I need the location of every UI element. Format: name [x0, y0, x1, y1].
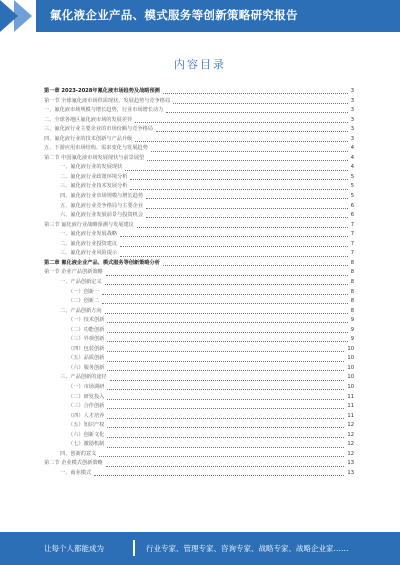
toc-entry[interactable]: [44, 364, 354, 374]
toc-page-number: 8: [350, 269, 354, 276]
toc-dot-leader: [105, 284, 348, 285]
toc-dot-leader: [107, 427, 344, 428]
toc-dot-leader: [130, 179, 347, 180]
toc-dot-leader: [120, 246, 348, 247]
toc-page-number: 12: [347, 441, 354, 448]
toc-page-number: 7: [350, 240, 354, 247]
toc-page-number: 5: [350, 173, 354, 180]
toc-dot-leader: [107, 418, 344, 419]
toc-entry-label: 二、全球各地区氟化液市场的发展差异: [44, 116, 134, 126]
toc-entry-label: （四）人才培养: [68, 412, 106, 422]
toc-entry[interactable]: [44, 335, 354, 345]
toc-entry[interactable]: [44, 326, 354, 336]
toc-page-number: 6: [350, 202, 354, 209]
toc-entry-label: 三、氟化液行业主要企业的市场份额与竞争格局: [44, 125, 155, 135]
toc-page-number: 3: [350, 116, 354, 123]
toc-page-number: 3: [350, 126, 354, 133]
toc-entry[interactable]: [44, 259, 354, 269]
toc-entry-label: 六、氟化液行业发展前景与投资机会: [60, 211, 145, 221]
toc-entry-label: （一）市场调研: [68, 383, 106, 393]
toc-page-number: 12: [347, 450, 354, 457]
toc-page-number: 9: [350, 326, 354, 333]
toc-dot-leader: [102, 294, 348, 295]
toc-page-number: 9: [350, 317, 354, 324]
toc-page-number: 13: [347, 460, 354, 467]
toc-dot-leader: [173, 103, 348, 104]
toc-entry[interactable]: [44, 345, 354, 355]
toc-dot-leader: [107, 322, 347, 323]
toc-entry-label: （三）外观创新: [68, 335, 106, 345]
toc-dot-leader: [107, 370, 344, 371]
toc-dot-leader: [107, 341, 347, 342]
toc-dot-leader: [137, 227, 348, 228]
toc-entry[interactable]: [44, 249, 354, 259]
toc-entry[interactable]: [44, 459, 354, 469]
toc-entry[interactable]: [44, 469, 354, 479]
toc-page-number: 10: [347, 345, 354, 352]
toc-entry[interactable]: [44, 440, 354, 450]
toc-entry[interactable]: [44, 450, 354, 460]
toc-entry-label: （五）知识产权: [68, 421, 106, 431]
toc-dot-leader: [107, 447, 344, 448]
footer-slogan-right: 行业专家、管理专家、咨询专家、战略专家、战略企业家……: [146, 544, 349, 553]
toc-dot-leader: [107, 437, 344, 438]
toc-entry[interactable]: [44, 316, 354, 326]
toc-dot-leader: [120, 236, 348, 237]
toc-dot-leader: [107, 399, 344, 400]
toc-entry[interactable]: [44, 125, 354, 135]
toc-page-number: 12: [347, 422, 354, 429]
toc-page-number: 4: [350, 145, 354, 152]
toc-entry-label: 第一章 2023-2028年氟化液市场趋势及战略预测: [44, 87, 162, 97]
toc-entry-label: （四）包装创新: [68, 345, 106, 355]
toc-entry[interactable]: [44, 268, 354, 278]
toc-entry-label: 二、氟化液行业政策环境分析: [60, 173, 129, 183]
toc-entry[interactable]: [44, 412, 354, 422]
toc-dot-leader: [99, 456, 344, 457]
toc-entry[interactable]: [44, 154, 354, 164]
toc-dot-leader: [107, 389, 344, 390]
toc-dot-leader: [107, 361, 344, 362]
toc-entry-label: 三、氟化液行业技术发展分析: [60, 182, 129, 192]
toc-dot-leader: [151, 151, 348, 152]
toc-entry[interactable]: [44, 211, 354, 221]
toc-page-number: 4: [350, 154, 354, 161]
toc-entry-label: （二）功能创新: [68, 326, 106, 336]
toc-entry[interactable]: [44, 97, 354, 107]
table-of-contents: [44, 87, 354, 478]
footer-divider: [133, 540, 135, 556]
toc-dot-leader: [125, 170, 347, 171]
toc-page-number: 8: [350, 278, 354, 285]
toc-dot-leader: [146, 217, 348, 218]
toc-heading: 内容目录: [174, 58, 226, 71]
toc-entry[interactable]: [44, 202, 354, 212]
toc-entry-label: 四、氟化液行业的技术创新与产品升级: [44, 135, 134, 145]
footer-bar: [0, 532, 400, 565]
toc-page-number: 5: [350, 183, 354, 190]
toc-entry-label: 一、产品创新定义: [60, 278, 104, 288]
toc-page-number: 8: [350, 298, 354, 305]
toc-page-number: 9: [350, 336, 354, 343]
report-title: 氟化液企业产品、模式服务等创新策略研究报告: [50, 8, 298, 22]
toc-page-number: 5: [350, 193, 354, 200]
toc-entry[interactable]: [44, 182, 354, 192]
toc-entry[interactable]: [44, 354, 354, 364]
toc-entry-label: 三、氟化液行业风险提示: [60, 249, 119, 259]
toc-entry-label: （二）研发投入: [68, 393, 106, 403]
toc-dot-leader: [110, 380, 345, 381]
toc-entry-label: （一）技术创新: [68, 316, 106, 326]
toc-entry-label: 第一节 企业产品创新策略: [44, 268, 105, 278]
toc-entry[interactable]: [44, 116, 354, 126]
toc-entry-label: （五）品质创新: [68, 354, 106, 364]
toc-entry-label: （一）创新一: [68, 288, 101, 298]
toc-dot-leader: [146, 198, 348, 199]
toc-page-number: 3: [350, 88, 354, 95]
toc-entry-label: （二）创新二: [68, 297, 101, 307]
toc-entry[interactable]: [44, 173, 354, 183]
toc-dot-leader: [106, 466, 345, 467]
toc-entry[interactable]: [44, 106, 354, 116]
toc-dot-leader: [156, 131, 348, 132]
toc-entry[interactable]: [44, 297, 354, 307]
toc-entry-label: 二、产品创新方向: [60, 307, 104, 317]
toc-dot-leader: [107, 351, 344, 352]
toc-entry-label: 四、创新的意义: [60, 450, 98, 460]
toc-page-number: 4: [350, 164, 354, 171]
toc-page-number: 8: [350, 259, 354, 266]
toc-page-number: 3: [350, 107, 354, 114]
toc-entry[interactable]: [44, 135, 354, 145]
toc-entry-label: 一、氟化液市场规模与增长趋势，行业市场增长动力: [44, 106, 165, 116]
toc-entry[interactable]: [44, 192, 354, 202]
toc-page-number: 10: [347, 383, 354, 390]
toc-page-number: 10: [347, 374, 354, 381]
toc-entry[interactable]: [44, 307, 354, 317]
toc-page-number: 7: [350, 250, 354, 257]
toc-page-number: 7: [350, 231, 354, 238]
toc-page-number: 10: [347, 364, 354, 371]
toc-entry-label: 五、下游应用市场结构、需求变化与发展趋势: [44, 144, 150, 154]
toc-entry-label: （六）服务创新: [68, 364, 106, 374]
toc-entry[interactable]: [44, 240, 354, 250]
toc-page-number: 11: [347, 412, 354, 419]
toc-dot-leader: [106, 275, 348, 276]
header-chevron: [0, 0, 18, 32]
toc-entry[interactable]: [44, 383, 354, 393]
toc-entry-label: 第二节 中国氟化液市场发展现状与前景展望: [44, 154, 146, 164]
toc-entry[interactable]: [44, 431, 354, 441]
toc-page-number: 11: [347, 403, 354, 410]
toc-dot-leader: [130, 189, 347, 190]
toc-entry[interactable]: [44, 144, 354, 154]
toc-page-number: 6: [350, 212, 354, 219]
toc-entry[interactable]: [44, 402, 354, 412]
toc-page-number: 10: [347, 355, 354, 362]
toc-dot-leader: [107, 408, 344, 409]
toc-entry-label: （七）激励机制: [68, 440, 106, 450]
toc-entry[interactable]: [44, 278, 354, 288]
toc-dot-leader: [166, 112, 347, 113]
toc-entry-label: 三、产品创新的途径: [60, 373, 109, 383]
report-header: [0, 0, 400, 32]
toc-dot-leader: [94, 475, 344, 476]
toc-entry[interactable]: [44, 221, 354, 231]
toc-dot-leader: [105, 313, 348, 314]
toc-entry-label: （六）创新文化: [68, 431, 106, 441]
toc-dot-leader: [120, 256, 348, 257]
toc-page-number: 11: [347, 393, 354, 400]
toc-entry[interactable]: [44, 87, 354, 97]
toc-entry-label: 四、氟化液行业市场规模与增长趋势: [60, 192, 145, 202]
toc-dot-leader: [102, 303, 348, 304]
toc-entry[interactable]: [44, 163, 354, 173]
toc-page-number: 12: [347, 431, 354, 438]
footer-slogan-left: 让每个人都能成为: [44, 544, 104, 553]
toc-entry-label: 一、氟化液行业的发展现状: [60, 163, 124, 173]
toc-entry[interactable]: [44, 393, 354, 403]
toc-dot-leader: [163, 265, 348, 266]
toc-entry-label: 二、氟化液行业投资建议: [60, 240, 119, 250]
toc-entry[interactable]: [44, 230, 354, 240]
toc-dot-leader: [146, 208, 348, 209]
toc-entry-label: 第一节 全球氟化液市场供需现状、发展趋势与竞争格局: [44, 97, 172, 107]
toc-dot-leader: [163, 93, 348, 94]
toc-entry-label: （三）合作创新: [68, 402, 106, 412]
toc-dot-leader: [135, 122, 347, 123]
toc-page-number: 3: [350, 97, 354, 104]
toc-page-number: 13: [347, 469, 354, 476]
toc-dot-leader: [147, 160, 347, 161]
toc-page-number: 3: [350, 135, 354, 142]
toc-entry-label: 一、氟化液行业发展战略: [60, 230, 119, 240]
toc-dot-leader: [135, 141, 347, 142]
toc-entry-label: 一、商业模式: [60, 469, 93, 479]
toc-entry-label: 第二章 氟化液企业产品、模式服务等创新策略分析: [44, 259, 162, 269]
toc-entry-label: 第三节 氟化液行业战略预测与发展建议: [44, 221, 136, 231]
toc-entry[interactable]: [44, 287, 354, 297]
toc-entry-label: 五、氟化液行业竞争格局与主要企业: [60, 202, 145, 212]
toc-page-number: 8: [350, 307, 354, 314]
toc-page-number: 7: [350, 221, 354, 228]
toc-entry-label: 第二节 企业模式创新策略: [44, 459, 105, 469]
toc-dot-leader: [107, 332, 347, 333]
toc-entry[interactable]: [44, 373, 354, 383]
toc-page-number: 8: [350, 288, 354, 295]
toc-entry[interactable]: [44, 421, 354, 431]
